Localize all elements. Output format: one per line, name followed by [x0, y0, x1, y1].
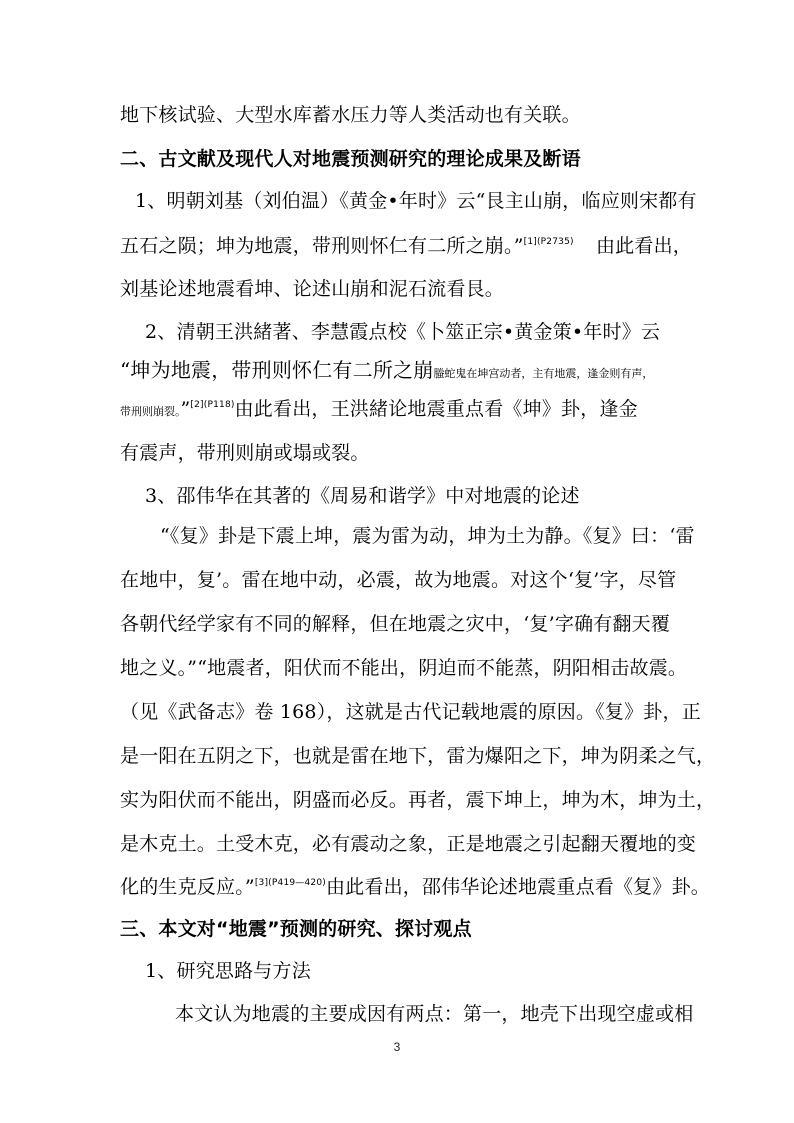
- conclusion-text: 由此看出，: [595, 235, 692, 257]
- quote-text: 化的生克反应。”: [120, 876, 255, 898]
- paragraph-1-line-1: 1、明朝刘基（刘伯温）《黄金•年时》云“艮主山崩，临应则宋都有: [135, 190, 697, 212]
- quote-text: 五石之陨；坤为地震，带刑则怀仁有二所之崩。”: [120, 235, 524, 257]
- quote-line-2: 在地中，复’。雷在地中动，必震，故为地震。对这个‘复’字，尽管: [120, 569, 677, 591]
- annotation-text: 螣蛇鬼在坤宫动者，主有地震，逢金则有声，: [433, 367, 654, 380]
- paragraph-4-line-1: 本文认为地震的主要成因有两点：第一，地壳下出现空虚或相: [175, 1003, 694, 1025]
- page-number: 3: [393, 1040, 401, 1054]
- quote-close: ”: [180, 398, 191, 420]
- paragraph-1-line-2: [120, 232, 692, 260]
- quote-line-8: 是木克土。土受木克，必有震动之象，正是地震之引起翻天覆地的变: [120, 833, 697, 855]
- body-line-1: 地下核试验、大型水库蓄水压力等人类活动也有关联。: [120, 104, 581, 126]
- quote-line-5: （见《武备志》卷 168），这就是古代记载地震的原因。《复》卦，正: [120, 701, 701, 723]
- subsection-heading-1: 1、研究思路与方法: [145, 960, 311, 982]
- quote-line-7: 实为阳伏而不能出，阴盛而必反。再者，震下坤上，坤为木，坤为土，: [120, 789, 716, 811]
- quote-line-9: [120, 873, 710, 901]
- citation-ref-2: [2](P118): [190, 400, 235, 410]
- paragraph-2-line-4: 有震声，带刑则崩或塌或裂。: [120, 442, 370, 464]
- quote-text: “坤为地震，带刑则怀仁有二所之崩: [120, 358, 434, 382]
- quote-line-6: 是一阳在五阴之下，也就是雷在地下，雷为爆阳之下，坤为阴柔之气，: [120, 745, 716, 767]
- paragraph-3-heading: 3、邵伟华在其著的《周易和谐学》中对地震的论述: [145, 485, 580, 507]
- annotation-text-cont: 带刑则崩裂。: [120, 405, 181, 418]
- quote-line-4: 地之义。”“地震者，阳伏而不能出，阴迫而不能蒸，阴阳相击故震。: [120, 657, 688, 679]
- citation-ref-1: [1](P2735): [523, 237, 574, 247]
- section-heading-3: 三、本文对“地震”预测的研究、探讨观点: [120, 918, 472, 940]
- paragraph-2-line-3: [120, 395, 680, 426]
- section-heading-2: 二、古文献及现代人对地震预测研究的理论成果及断语: [120, 148, 581, 170]
- conclusion-text: 由此看出，邵伟华论述地震重点看《复》卦。: [325, 876, 710, 898]
- quote-line-1: “《复》卦是下震上坤，震为雷为动，坤为土为静。《复》曰：‘雷: [160, 525, 695, 547]
- quote-line-3: 各朝代经学家有不同的解释，但在地震之灾中，‘复’字确有翻天覆: [120, 613, 671, 635]
- paragraph-2-line-2: [120, 356, 680, 388]
- citation-ref-3: [3](P419—420): [254, 878, 326, 888]
- paragraph-1-line-3: 刘基论述地震看坤、论述山崩和泥石流看艮。: [120, 278, 505, 300]
- conclusion-text: 由此看出，王洪緒论地震重点看《坤》卦，逢金: [234, 398, 638, 420]
- paragraph-2-line-1: 2、清朝王洪緒著、李慧霞点校《卜筮正宗•黄金策•年时》云: [145, 321, 661, 343]
